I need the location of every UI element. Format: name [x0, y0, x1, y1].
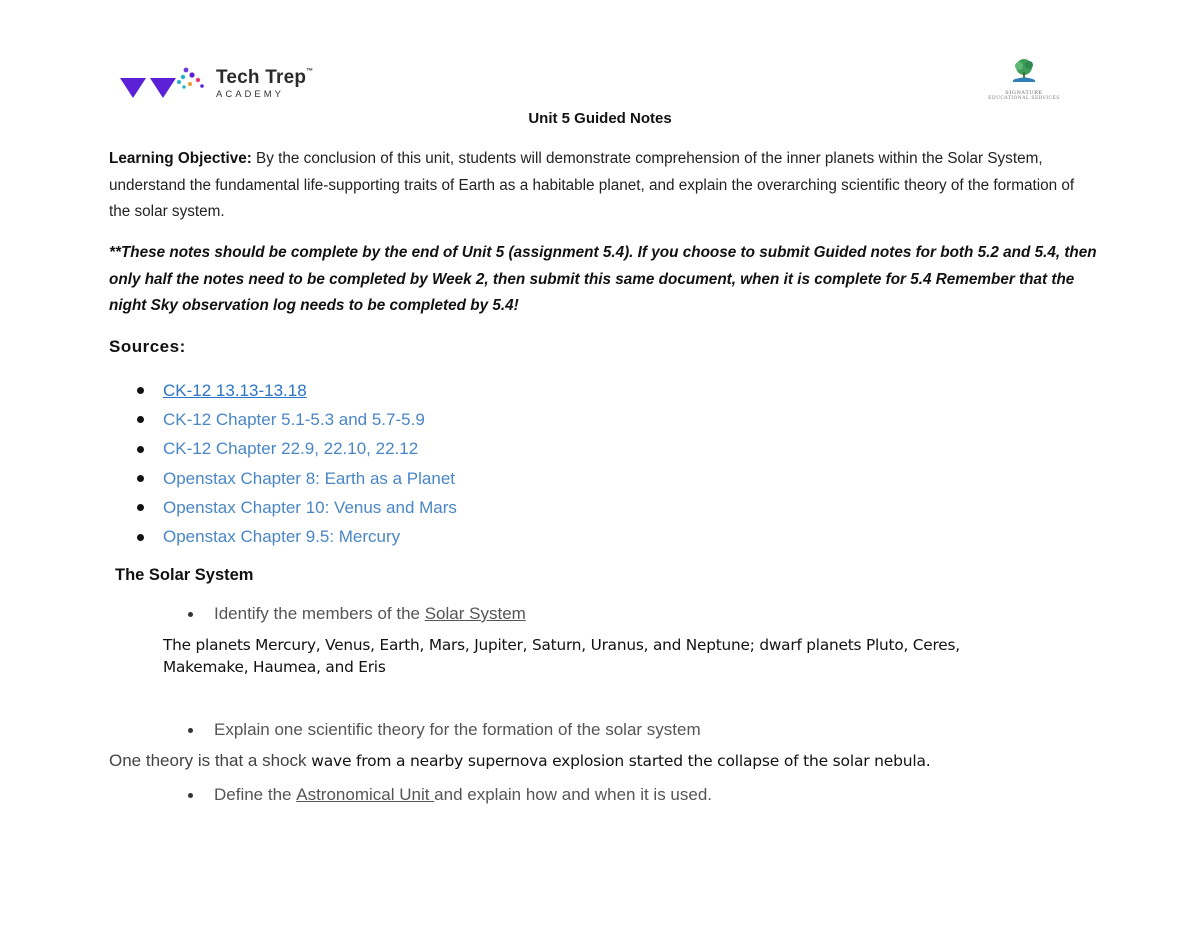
list-item	[137, 376, 457, 405]
bullet-icon	[137, 534, 144, 541]
answer-solar-members: The planets Mercury, Venus, Earth, Mars, Jupiter, Saturn, Uranus, and Neptune; dwarf planets Pluto, Ceres, Makemake, Haumea, and Eris	[163, 636, 960, 676]
question-formation-theory	[188, 720, 701, 740]
answer-plain-text: One theory is that a shock	[109, 751, 312, 770]
answer-emphasis-text: wave from a nearby supernova explosion started the collapse of the solar nebula.	[311, 752, 931, 770]
solar-system-heading: The Solar System	[115, 566, 254, 584]
question-astronomical-unit	[188, 785, 712, 805]
list-item	[137, 435, 457, 464]
question-text: Define the	[214, 785, 297, 804]
logo-name: Tech Trep	[216, 67, 307, 89]
bullet-icon	[137, 416, 144, 423]
page-title: Unit 5 Guided Notes	[528, 110, 672, 127]
sources-heading: Sources:	[109, 337, 186, 356]
bullet-icon	[188, 728, 193, 733]
question-text: Identify the members of the	[214, 604, 425, 623]
list-item	[137, 493, 457, 522]
question-text: Explain one scientific theory for the formation of the solar system	[214, 720, 701, 739]
bullet-icon	[137, 387, 144, 394]
tree-icon	[1010, 58, 1038, 84]
answer-formation-theory	[109, 751, 931, 771]
bullet-icon	[137, 446, 144, 453]
logo-subtitle: ACADEMY	[216, 89, 284, 101]
source-link[interactable]: Openstax Chapter 9.5: Mercury	[163, 527, 401, 547]
logo-right-line2: EDUCATIONAL SERVICES	[988, 96, 1060, 101]
trademark: ™	[306, 68, 314, 76]
list-item	[137, 405, 457, 434]
objective-label: Learning Objective:	[109, 150, 252, 167]
learning-objective	[109, 146, 1099, 226]
source-link[interactable]: CK-12 13.13-13.18	[163, 380, 307, 400]
source-link[interactable]: CK-12 Chapter 22.9, 22.10, 22.12	[163, 439, 419, 459]
bullet-icon	[188, 612, 193, 617]
tech-trep-logo	[120, 64, 313, 104]
bullet-icon	[137, 504, 144, 511]
bullet-icon	[137, 475, 144, 482]
list-item	[137, 464, 457, 493]
source-link[interactable]: Openstax Chapter 8: Earth as a Planet	[163, 468, 456, 488]
sources-list	[137, 376, 457, 552]
tech-trep-logo-mark-icon	[120, 64, 208, 104]
astronomical-unit-link[interactable]: Astronomical Unit	[296, 785, 435, 804]
bullet-icon	[188, 793, 193, 798]
objective-text: By the conclusion of this unit, students will demonstrate comprehension of the inner planets within the Solar System, understand the fundamental life-supporting traits of Earth as a habitable planet, and explain the overarching scientific theory of the formation of the solar system.	[109, 150, 1075, 220]
question-solar-members	[188, 604, 526, 624]
source-link[interactable]: CK-12 Chapter 5.1-5.3 and 5.7-5.9	[163, 409, 425, 429]
logo-right-line1: SIGNATURE	[1005, 90, 1043, 96]
question-text-suffix: and explain how and when it is used.	[434, 785, 713, 804]
solar-system-link[interactable]: Solar System	[424, 604, 526, 623]
completion-note: **These notes should be complete by the end of Unit 5 (assignment 5.4). If you choose to submit Guided notes for both 5.2 and 5.4, then only half the notes need to be completed by Week 2, then submit this same document, when it is complete for 5.4 Remember that the night Sky observation log needs to be completed by 5.4!	[109, 244, 1097, 314]
signature-logo	[984, 58, 1064, 101]
list-item	[137, 522, 457, 551]
source-link[interactable]: Openstax Chapter 10: Venus and Mars	[163, 497, 457, 517]
